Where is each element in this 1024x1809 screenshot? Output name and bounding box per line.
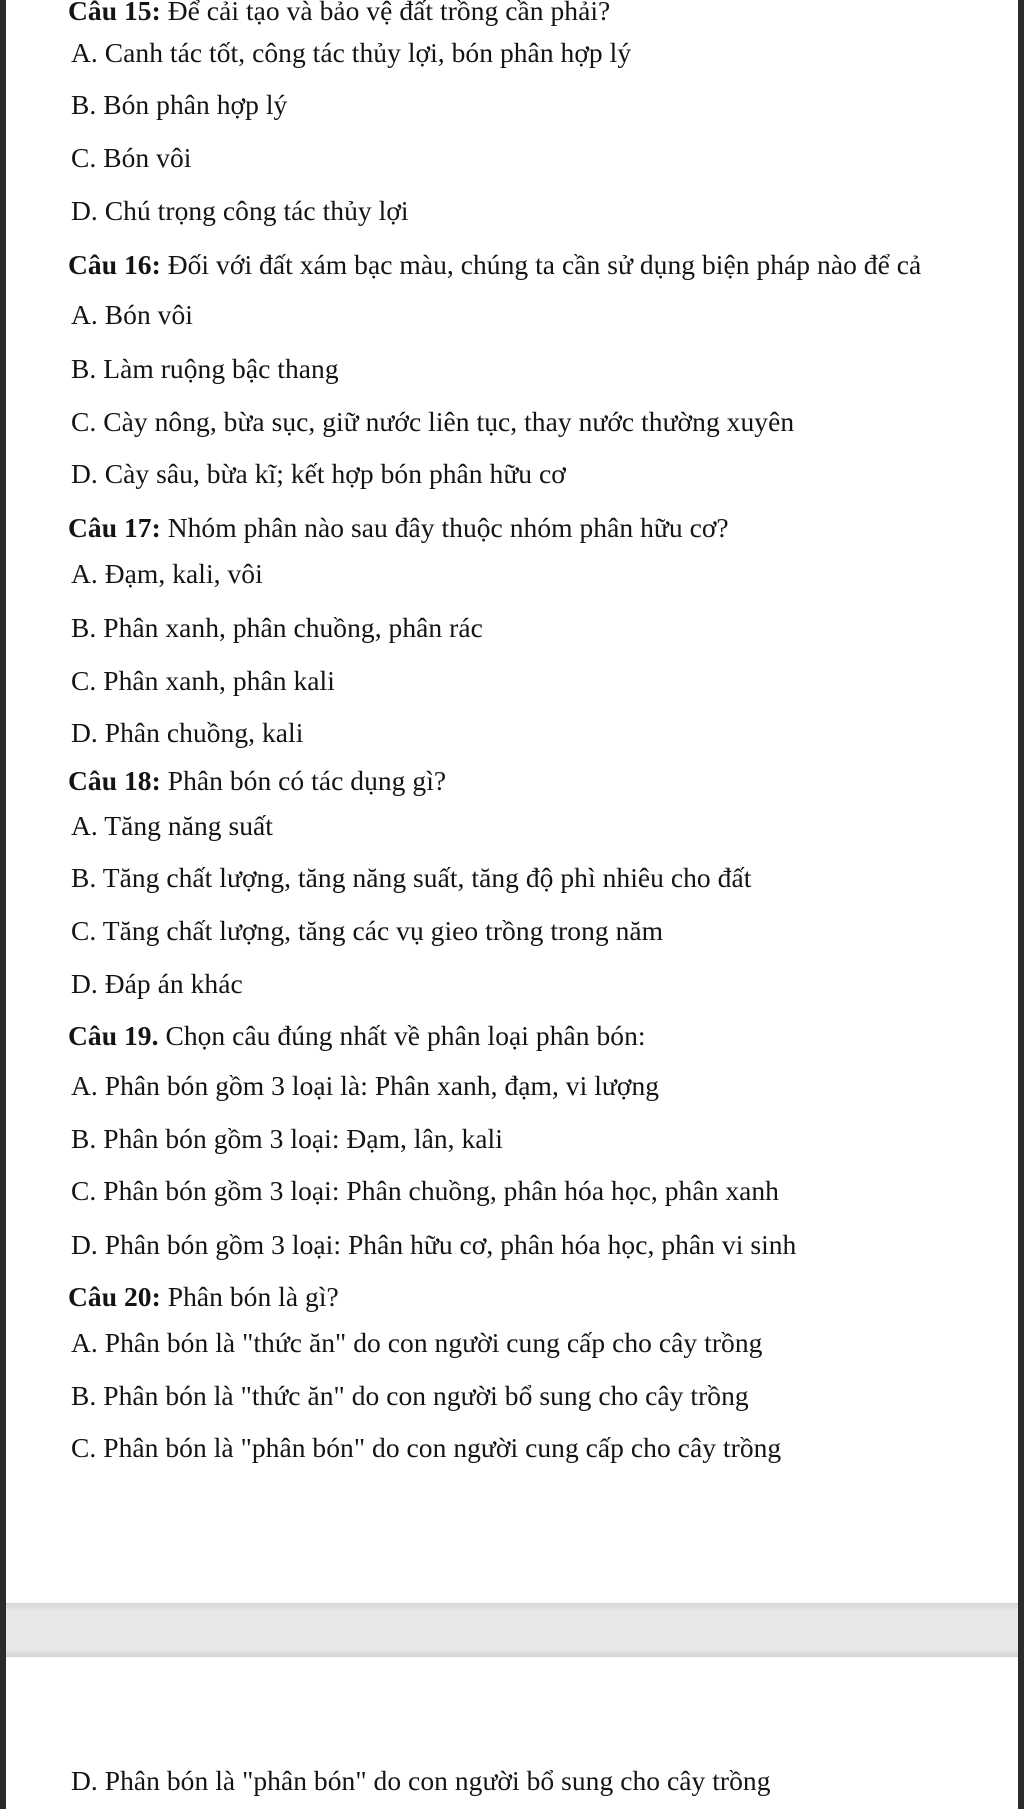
question-text: Để cải tạo và bảo vệ đất trồng cần phải? [160, 0, 611, 26]
question-18-option-d: D. Đáp án khác [71, 968, 243, 999]
question-18 [68, 764, 446, 798]
question-19-option-d: D. Phân bón gồm 3 loại: Phân hữu cơ, phân hóa học, phân vi sinh [71, 1229, 797, 1260]
question-20 [68, 1280, 339, 1314]
question-18-option-b: B. Tăng chất lượng, tăng năng suất, tăng độ phì nhiêu cho đất [71, 862, 752, 893]
question-16-option-b: B. Làm ruộng bậc thang [71, 353, 339, 384]
question-label: Câu 16: [68, 249, 161, 280]
question-15-option-c: C. Bón vôi [71, 142, 192, 173]
question-19-option-c: C. Phân bón gồm 3 loại: Phân chuồng, phân hóa học, phân xanh [71, 1175, 779, 1206]
question-20-option-d: D. Phân bón là "phân bón" do con người bổ sung cho cây trồng [71, 1765, 771, 1796]
question-label: Câu 18: [68, 765, 161, 796]
question-17-option-c: C. Phân xanh, phân kali [71, 665, 335, 696]
question-label: Câu 15: [68, 0, 161, 26]
question-text: Nhóm phân nào sau đây thuộc nhóm phân hữu cơ? [160, 512, 729, 543]
question-16 [68, 248, 921, 282]
question-16-option-a: A. Bón vôi [71, 299, 193, 330]
question-20-option-a: A. Phân bón là "thức ăn" do con người cung cấp cho cây trồng [71, 1327, 763, 1358]
question-15 [68, 0, 610, 28]
question-20-option-b: B. Phân bón là "thức ăn" do con người bổ sung cho cây trồng [71, 1380, 749, 1411]
question-19-option-a: A. Phân bón gồm 3 loại là: Phân xanh, đạm, vi lượng [71, 1070, 660, 1101]
question-17-option-a: A. Đạm, kali, vôi [71, 558, 263, 589]
question-16-option-d: D. Cày sâu, bừa kĩ; kết hợp bón phân hữu cơ [71, 458, 566, 489]
question-text: Đối với đất xám bạc màu, chúng ta cần sử dụng biện pháp nào để cả [160, 249, 922, 280]
question-label: Câu 17: [68, 512, 161, 543]
question-15-option-b: B. Bón phân hợp lý [71, 89, 288, 120]
question-20-option-c: C. Phân bón là "phân bón" do con người cung cấp cho cây trồng [71, 1432, 782, 1463]
right-border [1018, 0, 1024, 1809]
question-19-option-b: B. Phân bón gồm 3 loại: Đạm, lân, kali [71, 1123, 503, 1154]
question-18-option-c: C. Tăng chất lượng, tăng các vụ gieo trồng trong năm [71, 915, 664, 946]
question-text: Phân bón là gì? [160, 1281, 339, 1312]
question-18-option-a: A. Tăng năng suất [71, 810, 273, 841]
question-label: Câu 19. [68, 1020, 159, 1051]
document-page-continued [6, 1657, 1018, 1809]
question-label: Câu 20: [68, 1281, 161, 1312]
question-15-option-a: A. Canh tác tốt, công tác thủy lợi, bón phân hợp lý [71, 37, 632, 68]
question-17-option-d: D. Phân chuồng, kali [71, 717, 304, 748]
question-19 [68, 1019, 646, 1053]
document-page [6, 0, 1018, 1603]
question-16-option-c: C. Cày nông, bừa sục, giữ nước liên tục, thay nước thường xuyên [71, 406, 795, 437]
page-separator [6, 1603, 1018, 1657]
question-17-option-b: B. Phân xanh, phân chuồng, phân rác [71, 612, 483, 643]
question-15-option-d: D. Chú trọng công tác thủy lợi [71, 195, 409, 226]
question-17 [68, 511, 729, 545]
question-text: Phân bón có tác dụng gì? [160, 765, 447, 796]
question-text: Chọn câu đúng nhất về phân loại phân bón: [158, 1020, 646, 1051]
